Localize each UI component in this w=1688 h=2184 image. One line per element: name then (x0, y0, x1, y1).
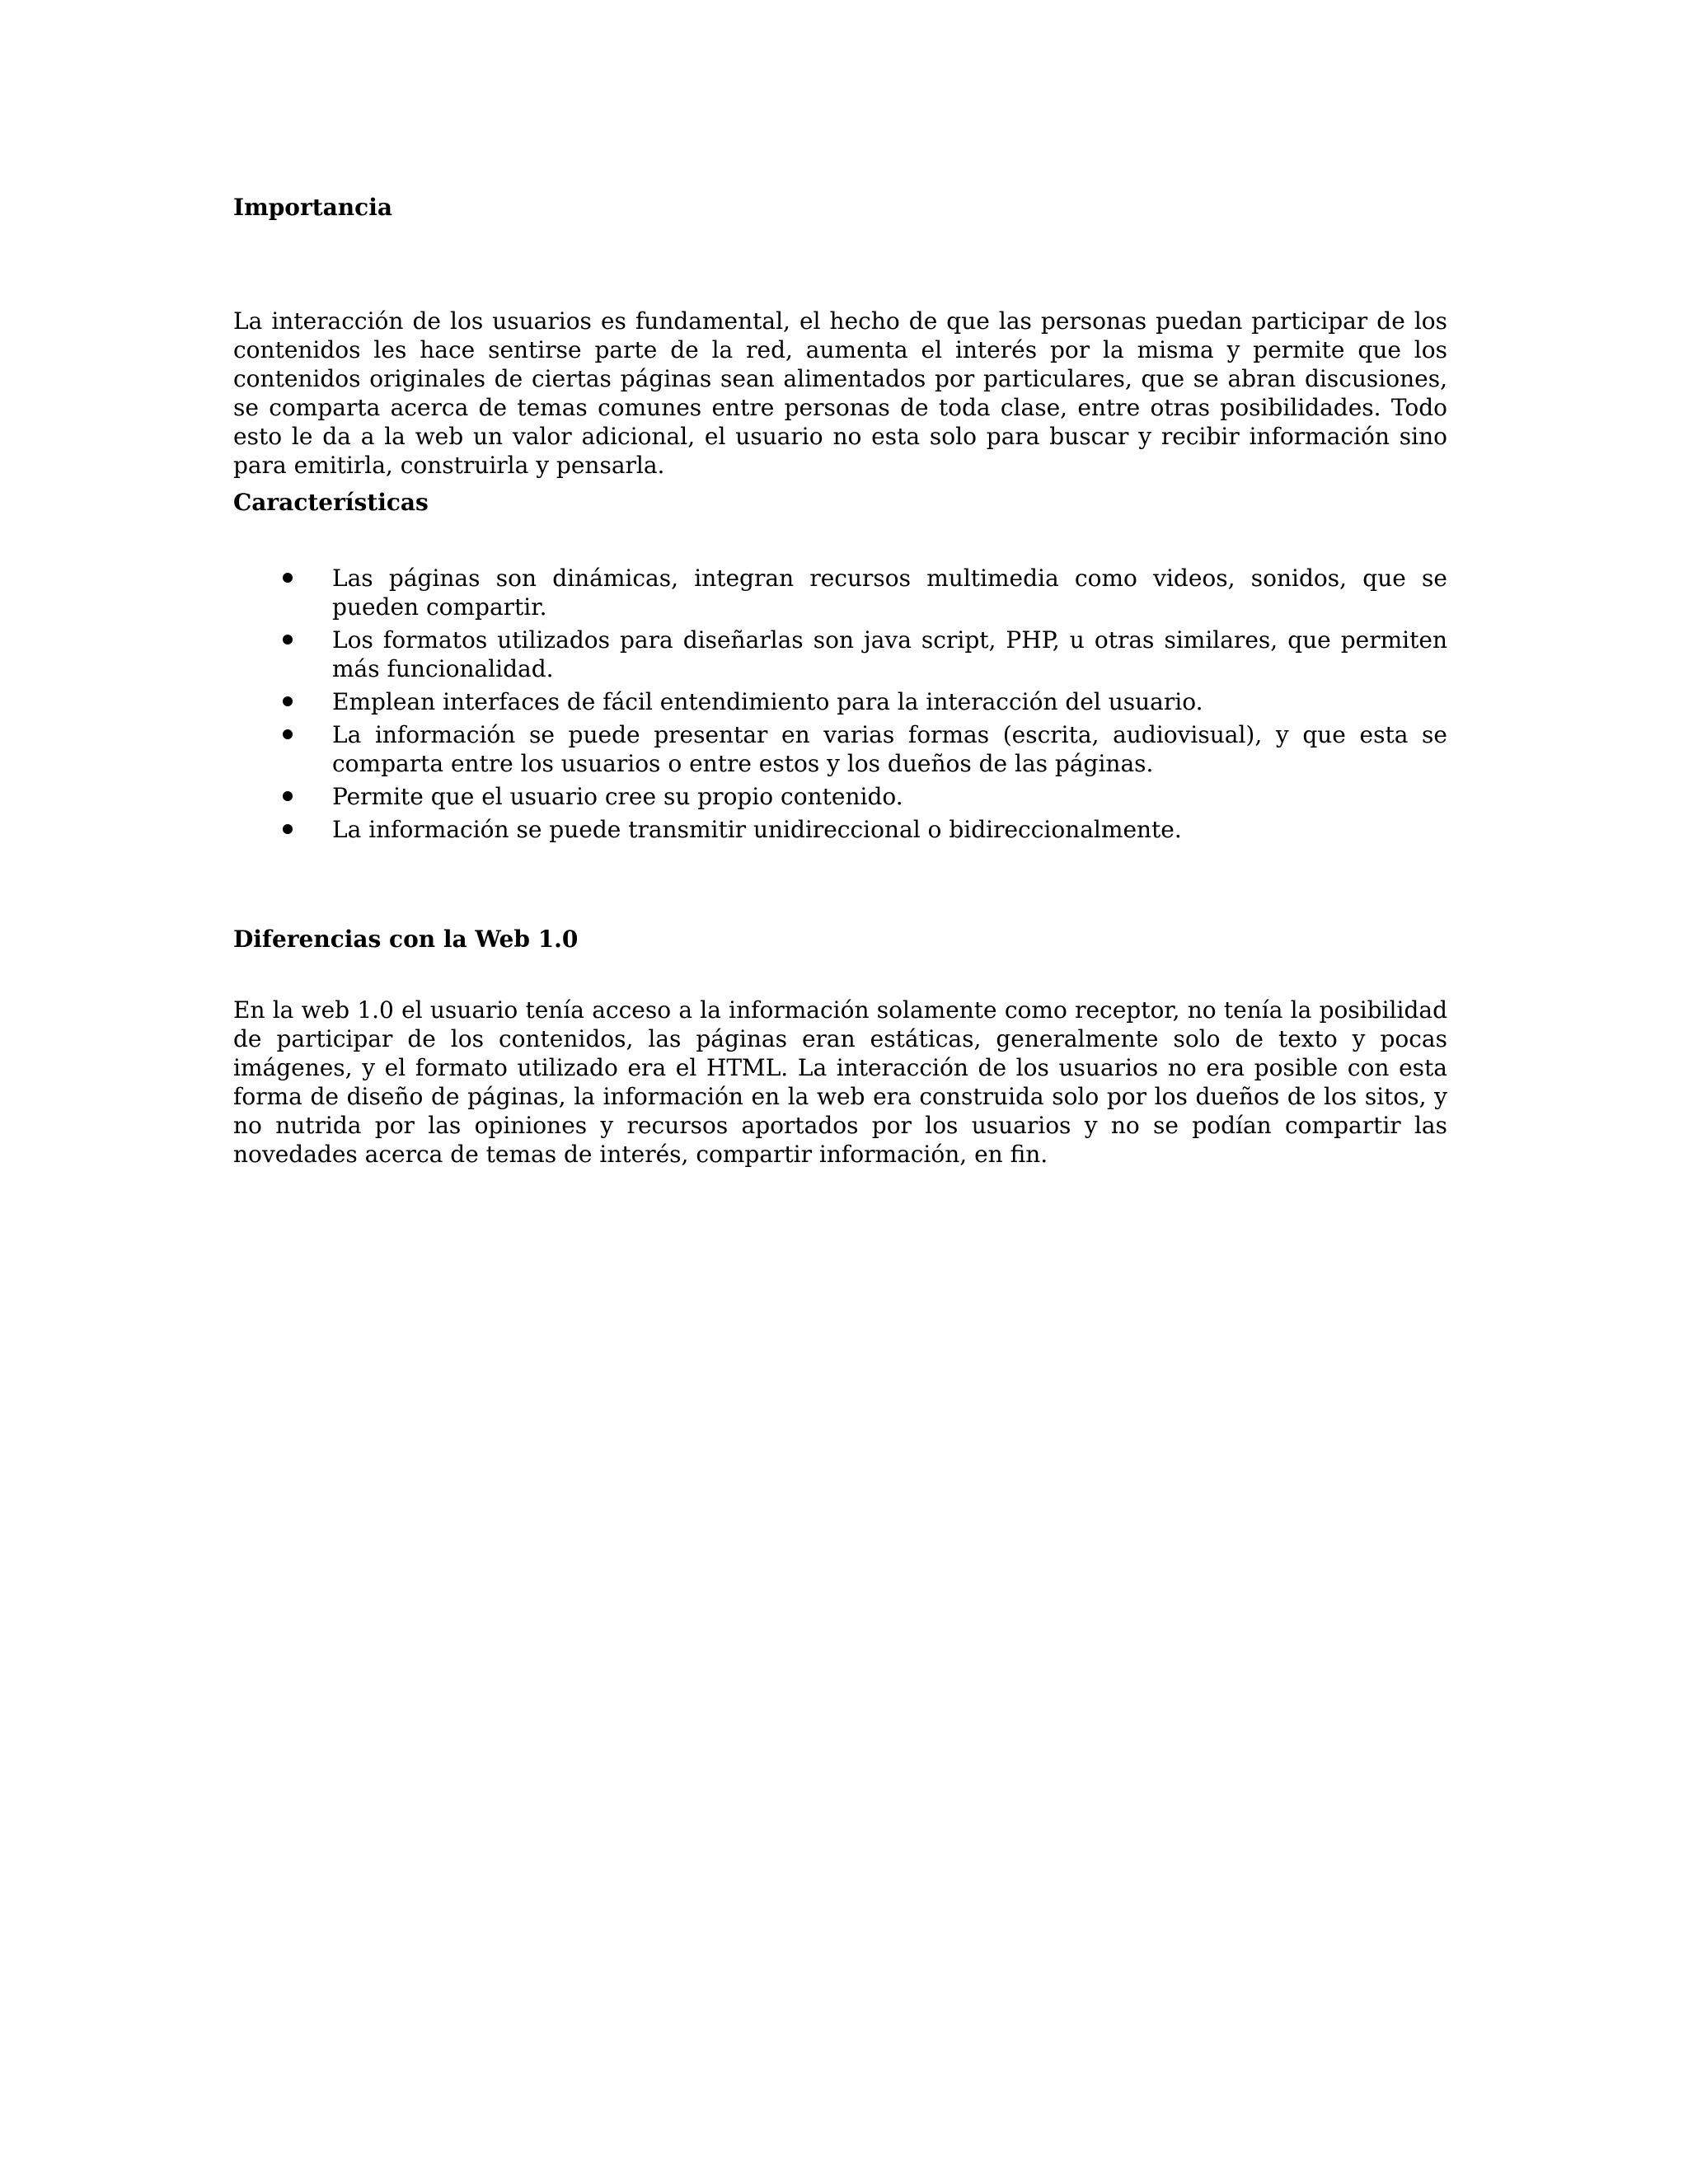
bullet-icon (283, 824, 293, 834)
list-item (233, 815, 1447, 844)
list-item (233, 626, 1447, 683)
bullet-icon (283, 573, 293, 583)
list-item (233, 564, 1447, 621)
bullet-icon (283, 729, 293, 739)
paragraph-diferencias: En la web 1.0 el usuario tenía acceso a la información solamente como receptor, no tenía la posibilidad de participar de los contenidos, las páginas eran estáticas, generalmente solo de texto y pocas imágenes, y el formato utilizado era el HTML. La interacción de los usuarios no era posible con esta forma de diseño de páginas, la información en la web era construida solo por los dueños de los sitos, y no nutrida por las opiniones y recursos aportados por los usuarios y no se podían compartir las novedades acerca de temas de interés, compartir información, en fin. (233, 996, 1447, 1168)
list-item-text: La información se puede transmitir unidireccional o bidireccionalmente. (332, 816, 1182, 843)
paragraph-importancia: La interacción de los usuarios es fundamental, el hecho de que las personas puedan participar de los contenidos les hace sentirse parte de la red, aumenta el interés por la misma y permite que los contenidos originales de ciertas páginas sean alimentados por particulares, que se abran discusiones, se comparta acerca de temas comunes entre personas de toda clase, entre otras posibilidades. Todo esto le da a la web un valor adicional, el usuario no esta solo para buscar y recibir información sino para emitirla, construirla y pensarla. (233, 307, 1447, 479)
bullet-icon (283, 635, 293, 644)
list-item-text: Los formatos utilizados para diseñarlas son java script, PHP, u otras similares, que permiten más funcionalidad. (332, 626, 1447, 682)
list-item-text: Permite que el usuario cree su propio contenido. (332, 783, 903, 810)
list-item (233, 687, 1447, 716)
bullet-icon (283, 791, 293, 801)
bullet-icon (283, 696, 293, 706)
list-item-text: Emplean interfaces de fácil entendimiento para la interacción del usuario. (332, 688, 1203, 715)
characteristics-list (233, 564, 1447, 848)
list-item (233, 720, 1447, 778)
heading-diferencias: Diferencias con la Web 1.0 (233, 926, 579, 953)
list-item (233, 782, 1447, 811)
heading-caracteristicas: Características (233, 489, 429, 516)
heading-importancia: Importancia (233, 194, 392, 221)
list-item-text: Las páginas son dinámicas, integran recursos multimedia como videos, sonidos, que se pueden compartir. (332, 565, 1447, 621)
list-item-text: La información se puede presentar en varias formas (escrita, audiovisual), y que esta se comparta entre los usuarios o entre estos y los dueños de las páginas. (332, 721, 1447, 777)
